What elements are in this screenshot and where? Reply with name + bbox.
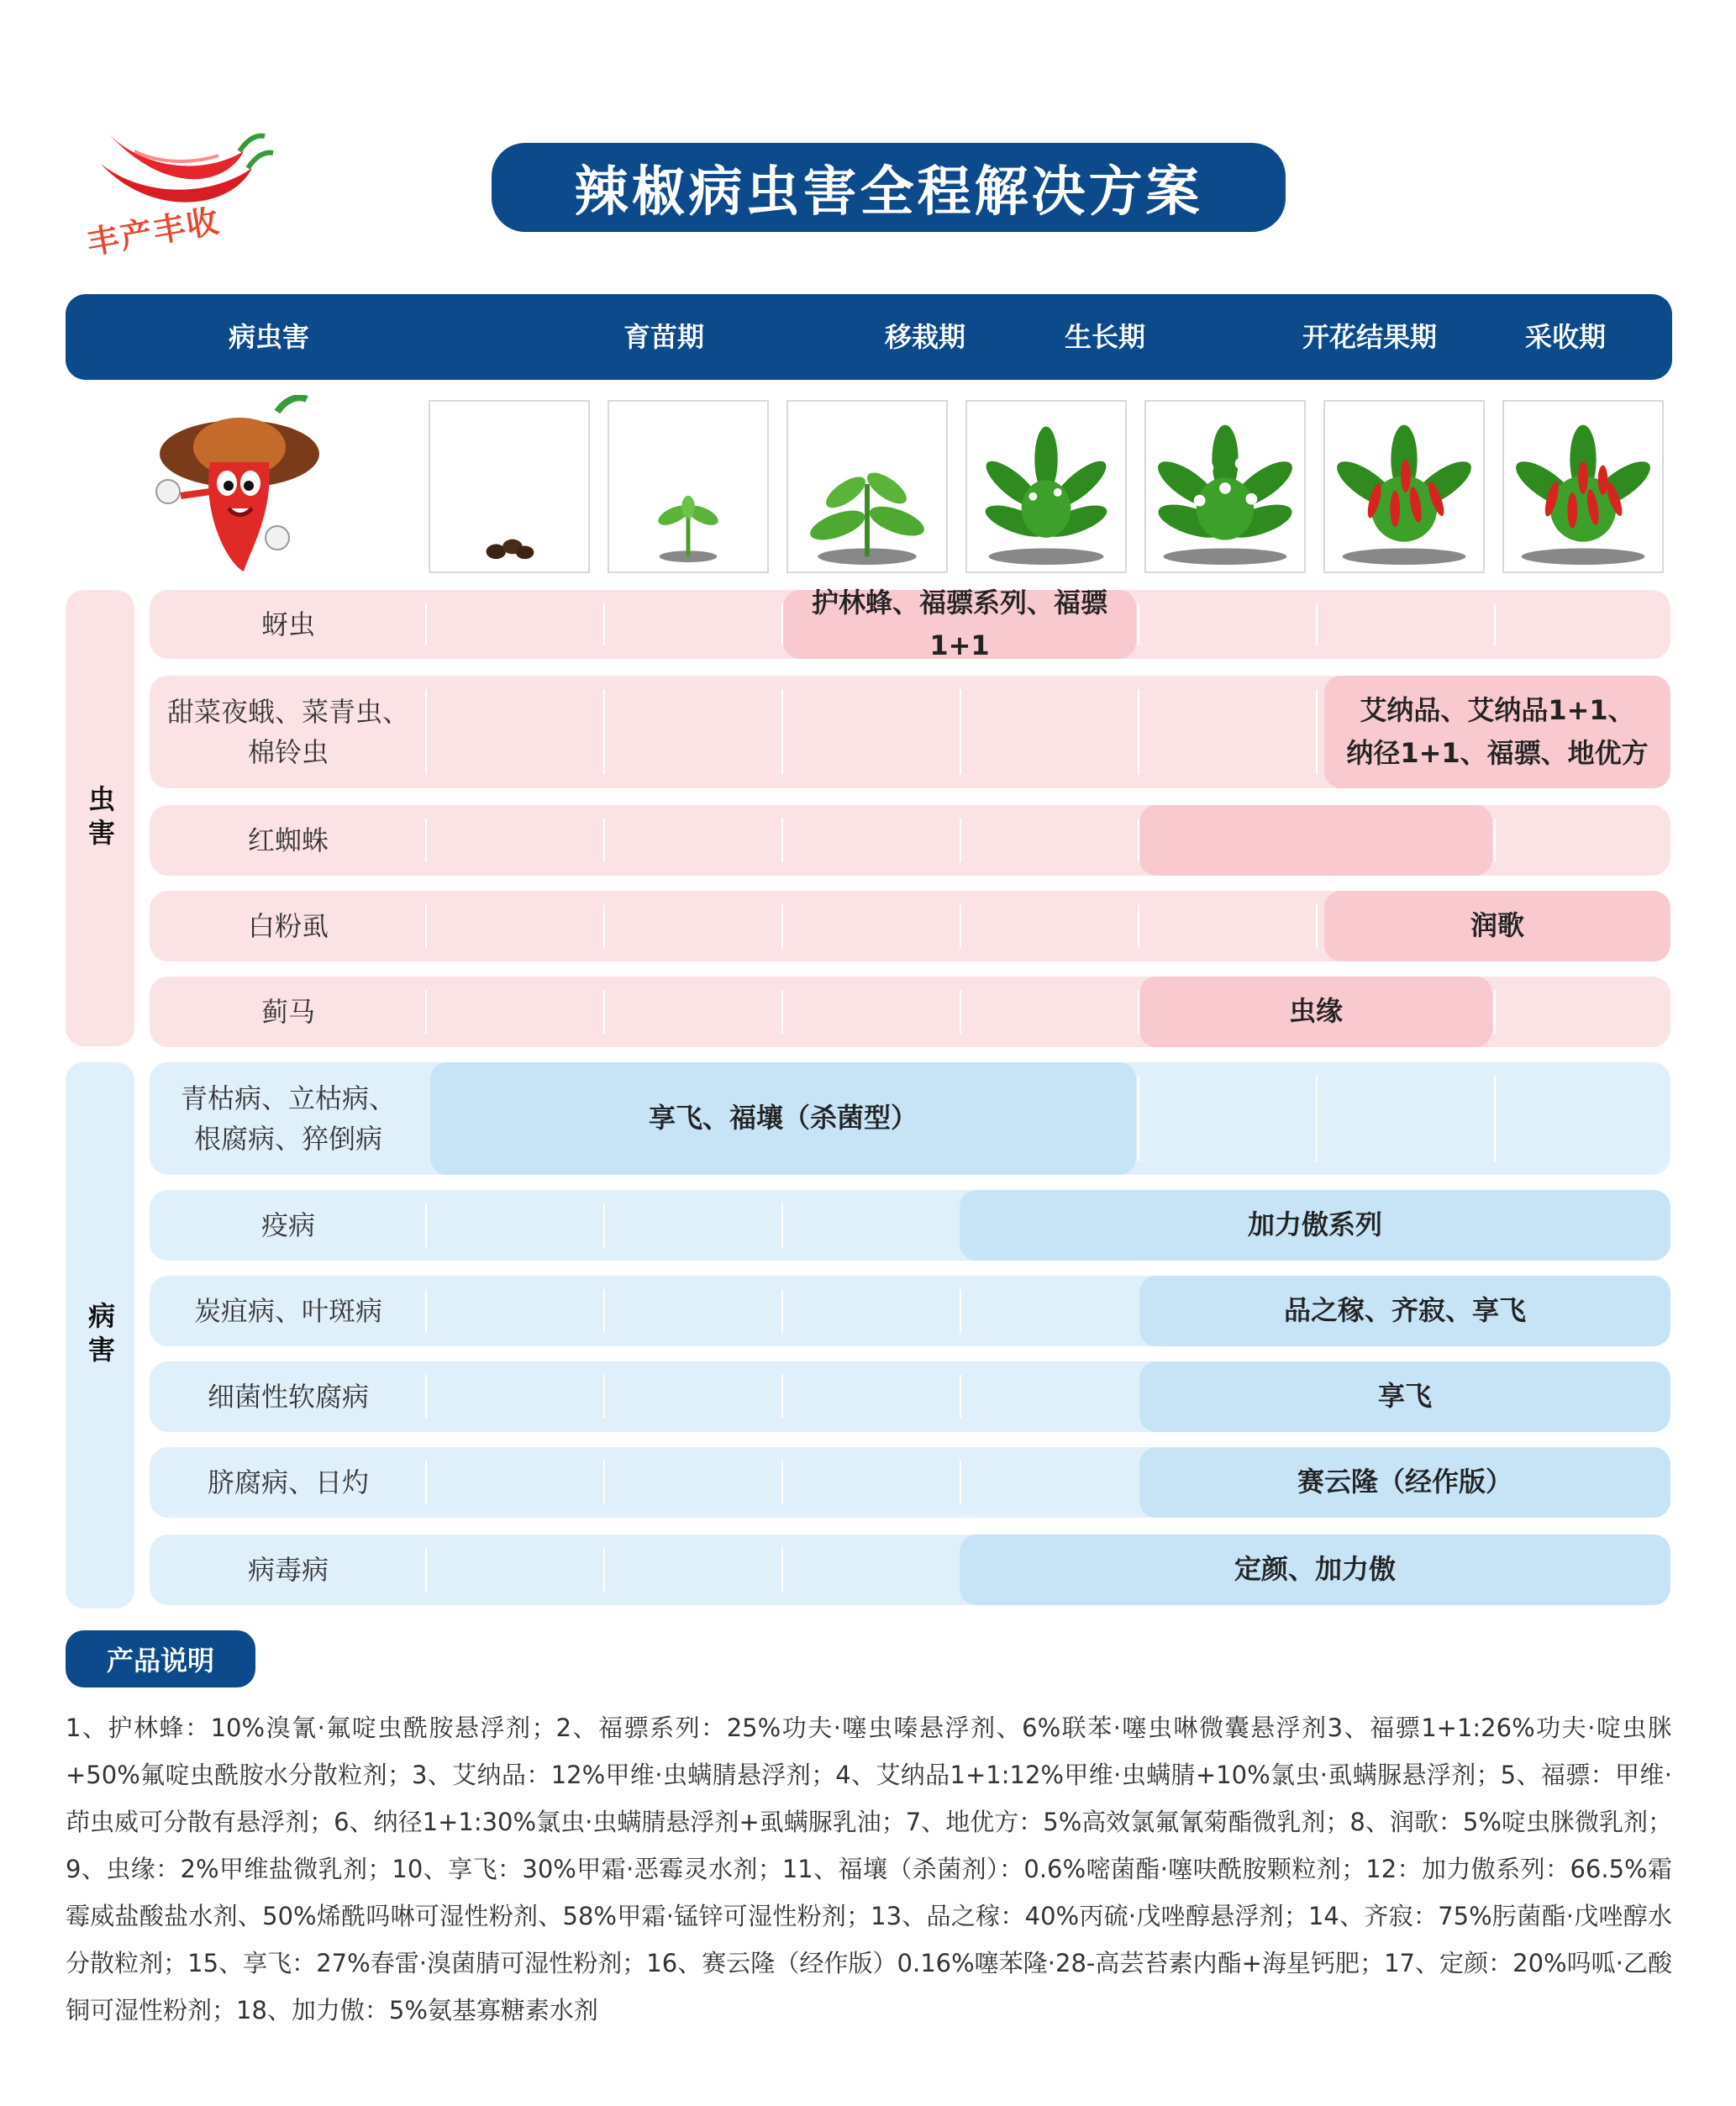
pest-row-aphid [150, 586, 1670, 661]
treatment-bar: 享飞、福壤（杀菌型） [430, 1062, 1136, 1175]
page-title [492, 143, 1286, 232]
row-label: 白粉虱 [247, 910, 329, 942]
header-seedling: 育苗期 [623, 321, 704, 353]
harvest-plant-icon [1502, 400, 1664, 573]
chili-mascot-icon [151, 395, 328, 576]
leafy-plant-icon [965, 400, 1127, 573]
treatment-bar: 艾纳品、艾纳品1+1、 纳径1+1、福骠、地优方 [1324, 676, 1670, 788]
treatment-bar: 加力傲系列 [960, 1190, 1670, 1261]
category-disease-label: 病害 [84, 1302, 116, 1369]
header-transplant: 移栽期 [884, 321, 965, 353]
product-section-title [66, 1630, 255, 1687]
row-label: 甜菜夜蛾、菜青虫、 棉铃虫 [166, 696, 409, 768]
row-label: 疫病 [260, 1209, 315, 1241]
stage-header-bar [66, 294, 1672, 380]
disease-row-anthracnose [150, 1276, 1670, 1346]
treatment-bar: 定颜、加力傲 [960, 1535, 1670, 1605]
disease-row-virus [150, 1535, 1670, 1605]
disease-row-wilt [150, 1062, 1670, 1175]
pest-row-thrips [150, 977, 1670, 1047]
flowering-plant-icon [1144, 400, 1306, 573]
row-label: 脐腐病、日灼 [207, 1466, 369, 1498]
disease-row-blossom-end-rot [150, 1447, 1670, 1518]
row-label: 细菌性软腐病 [207, 1381, 369, 1413]
seed-icon [429, 400, 590, 573]
row-label: 红蜘蛛 [247, 824, 329, 856]
header-pest: 病虫害 [228, 321, 309, 353]
treatment-bar: 享飞 [1139, 1361, 1670, 1432]
product-description: 1、护林蜂：10%溴氰·氟啶虫酰胺悬浮剂；2、福骠系列：25%功夫·噻虫嗪悬浮剂、6%联苯·噻虫啉微囊悬浮剂3、福骠1+1:26%功夫·啶虫脒+50%氟啶虫酰胺水分散粒剂；3、艾纳品：12%甲维·虫螨腈悬浮剂；4、艾纳品1+1:12%甲维·虫螨腈+10%氯虫·虱螨脲悬浮剂；5、福骠：甲维·茚虫威可分散有悬浮剂；6、纳径1+1:30%氯虫·虫螨腈悬浮剂+虱螨脲乳油；7、地优方：5%高效氯氟氰菊酯微乳剂；8、润歌：5%啶虫脒微乳剂；9、虫缘：2%甲维盐微乳剂；10、享飞：30%甲霜·恶霉灵水剂；11、福壤（杀菌剂）：0.6%嘧菌酯·噻呋酰胺颗粒剂；12：加力傲系列：66.5%霜霉威盐酸盐水剂、50%烯酰吗啉可湿性粉剂、58%甲霜·锰锌可湿性粉剂；13、品之稼：40%丙硫·戊唑醇悬浮剂；14、齐寂：75%肟菌酯·戊唑醇水分散粒剂；15、享飞：27%春雷·溴菌腈可湿性粉剂；16、赛云隆（经作版）0.16%噻苯隆·28-高芸苔素内酯+海星钙肥；17、定颜：20%吗呱·乙酸铜可湿性粉剂；18、加力傲：5%氨基寡糖素水剂 [66, 1714, 1672, 2024]
treatment-bar: 护林蜂、福骠系列、福骠1+1 [783, 590, 1136, 659]
row-label: 蓟马 [260, 996, 315, 1028]
category-pest [66, 590, 134, 1046]
product-section-title-text: 产品说明 [106, 1645, 214, 1677]
treatment-bar: 品之稼、齐寂、享飞 [1139, 1276, 1670, 1346]
row-label: 蚜虫 [260, 608, 315, 640]
header-flowering: 开花结果期 [1302, 321, 1437, 353]
pest-row-spider-mite [150, 805, 1670, 876]
category-pest-label: 虫害 [84, 784, 116, 852]
treatment-bar: 赛云隆（经作版） [1139, 1447, 1670, 1518]
category-disease [66, 1062, 134, 1608]
young-plant-icon [786, 400, 948, 573]
row-label: 青枯病、立枯病、 根腐病、猝倒病 [180, 1082, 396, 1155]
treatment-bar: 虫缘 [1139, 977, 1492, 1047]
logo-text: 丰产丰收 [84, 202, 224, 262]
disease-row-blight [150, 1190, 1670, 1261]
sprout-icon [608, 400, 769, 573]
treatment-bar [1139, 805, 1492, 876]
disease-row-soft-rot [150, 1361, 1670, 1432]
fruiting-plant-icon [1323, 400, 1485, 573]
row-label: 炭疽病、叶斑病 [193, 1295, 382, 1327]
header-harvest: 采收期 [1524, 321, 1606, 353]
page-title-text: 辣椒病虫害全程解决方案 [574, 161, 1203, 224]
treatment-bar: 润歌 [1324, 891, 1670, 961]
pest-row-whitefly [150, 891, 1670, 961]
pest-row-caterpillars [150, 676, 1670, 788]
row-label: 病毒病 [247, 1554, 329, 1586]
header-growth: 生长期 [1064, 321, 1145, 353]
